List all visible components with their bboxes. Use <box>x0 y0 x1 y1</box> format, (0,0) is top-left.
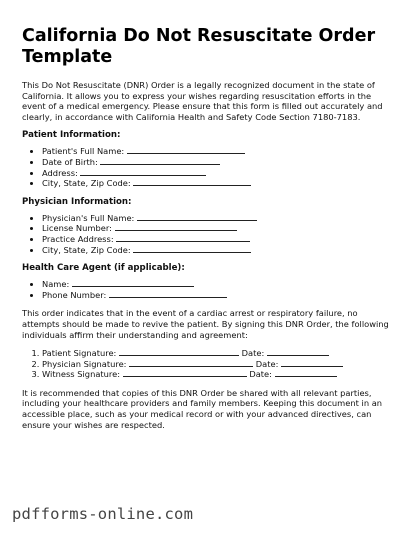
site-watermark: pdfforms-online.com <box>12 505 194 523</box>
agent-fields <box>22 279 397 300</box>
date-line <box>275 369 337 377</box>
witness-signature: 3. Witness Signature: Date: <box>42 369 397 380</box>
field-phone-number: • Phone Number: <box>42 290 397 301</box>
field-city-state-zip: • City, State, Zip Code: <box>42 245 397 256</box>
physician-heading: Physician Information: <box>22 196 132 207</box>
intro-paragraph: This Do Not Resuscitate (DNR) Order is a legally recognized document in the state of California. It allows you to express your wishes regarding resuscitation efforts in the event of a medical emergency. Please ensure that this form is filled out accurately and clearly, in accordance with California Health and Safety Code Section 7180-7183. <box>22 80 383 122</box>
signature-line <box>123 369 247 377</box>
blank-line <box>109 290 227 298</box>
field-patient-name: • Patient's Full Name: <box>42 146 397 157</box>
field-date-of-birth: • Date of Birth: <box>42 157 397 168</box>
document-title: California Do Not Resuscitate Order Template <box>22 26 376 67</box>
field-city-state-zip: • City, State, Zip Code: <box>42 178 397 189</box>
date-line <box>281 359 343 367</box>
blank-line <box>115 223 237 231</box>
field-license-number: • License Number: <box>42 223 397 234</box>
blank-line <box>100 157 220 165</box>
blank-line <box>72 279 194 287</box>
closing-paragraph: It is recommended that copies of this DNR Order be shared with all relevant parties, including your healthcare providers and family members. Keeping this document in an accessible place, such as your medical record or with your advanced directives, can ensure your wishes are respected. <box>22 387 383 430</box>
patient-signature: 1. Patient Signature: Date: <box>42 348 397 359</box>
signature-list <box>22 348 397 380</box>
physician-signature: 2. Physician Signature: Date: <box>42 359 397 370</box>
physician-fields <box>22 213 397 255</box>
blank-line <box>133 245 251 253</box>
blank-line <box>116 234 250 242</box>
blank-line <box>80 168 206 176</box>
patient-heading: Patient Information: <box>22 130 121 141</box>
agent-heading: Health Care Agent (if applicable): <box>22 263 185 274</box>
statement-paragraph: This order indicates that in the event of a cardiac arrest or respiratory failure, no attempts should be made to revive the patient. By signing this DNR Order, the following individuals affirm their understanding and agreement: <box>22 308 389 340</box>
blank-line <box>133 178 251 186</box>
date-line <box>267 348 329 356</box>
patient-fields <box>22 146 397 188</box>
signature-line <box>129 359 253 367</box>
signature-line <box>119 348 239 356</box>
blank-line <box>137 213 257 221</box>
field-physician-name: • Physician's Full Name: <box>42 213 397 224</box>
blank-line <box>127 146 245 154</box>
field-agent-name: • Name: <box>42 279 397 290</box>
field-address: • Address: <box>42 168 397 179</box>
field-practice-address: • Practice Address: <box>42 234 397 245</box>
document-page <box>22 26 397 438</box>
